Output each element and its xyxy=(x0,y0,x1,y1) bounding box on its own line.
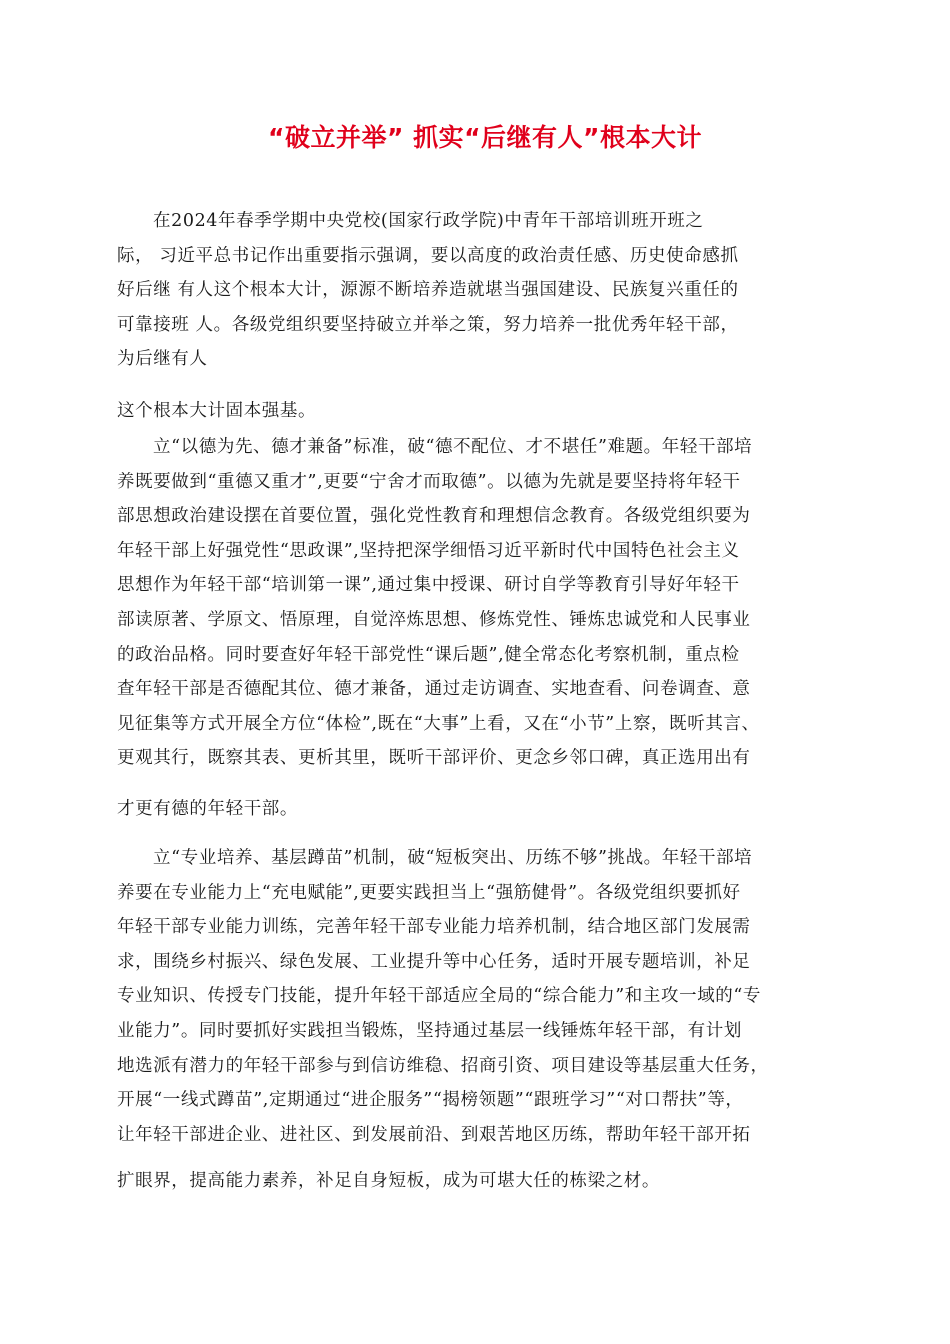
paragraph-2-tail xyxy=(117,792,835,827)
paragraph-line: 年轻干部专业能力训练，完善年轻干部专业能力培养机制，结合地区部门发展需 xyxy=(117,917,751,938)
paragraph-line: 养要在专业能力上“充电赋能”,更要实践担当上“强筋健骨”。各级党组织要抓好 xyxy=(117,882,741,903)
paragraph-line: 的政治品格。同时要查好年轻干部党性“课后题”,健全常态化考察机制，重点检 xyxy=(117,644,740,665)
paragraph-line: 专业知识、传授专门技能，提升年轻干部适应全局的“综合能力”和主攻一域的“专 xyxy=(117,986,762,1007)
paragraph-line: 年轻干部上好强党性“思政课”,坚持把深学细悟习近平新时代中国特色社会主义 xyxy=(117,540,740,561)
paragraph-line: 业能力”。同时要抓好实践担当锻炼，坚持通过基层一线锤炼年轻干部，有计划 xyxy=(117,1020,742,1041)
paragraph-line: 部思想政治建设摆在首要位置，强化党性教育和理想信念教育。各级党组织要为 xyxy=(117,506,751,527)
paragraph-line: 好后继 有人这个根本大计，源源不断培养造就堪当强国建设、民族复兴重任的 xyxy=(117,280,739,301)
paragraph-line: 地选派有潜力的年轻干部参与到信访维稳、招商引资、项目建设等基层重大任务， xyxy=(117,1055,769,1076)
paragraph-line: 可靠接班 人。各级党组织要坚持破立并举之策，努力培养一批优秀年轻干部， xyxy=(117,314,739,335)
paragraph-line: 思想作为年轻干部“培训第一课”,通过集中授课、研讨自学等教育引导好年轻干 xyxy=(117,575,740,596)
paragraph-line: 才更有德的年轻干部。 xyxy=(117,799,298,819)
paragraph-line: 为后继有人 xyxy=(117,349,208,370)
paragraph-1-tail xyxy=(117,394,835,429)
paragraph-3-tail xyxy=(117,1164,835,1199)
paragraph-line: 开展“一线式蹲苗”,定期通过“进企服务”“揭榜领题”“跟班学习”“对口帮扶”等， xyxy=(117,1090,744,1111)
paragraph-line: 部读原著、学原文、悟原理，自觉淬炼思想、修炼党性、锤炼忠诚党和人民事业 xyxy=(117,609,751,630)
paragraph-line: 养既要做到“重德又重才”,更要“宁舍才而取德”。以德为先就是要坚持将年轻干 xyxy=(117,471,741,492)
paragraph-2 xyxy=(117,430,835,776)
paragraph-line: 更观其行，既察其表、更析其里，既听干部评价、更念乡邻口碑，真正选用出有 xyxy=(117,748,751,769)
paragraph-line: 立“以德为先、德才兼备”标准，破“德不配位、才不堪任”难题。年轻干部培 xyxy=(153,437,753,457)
paragraph-line: 见征集等方式开展全方位“体检”,既在“大事”上看，又在“小节”上察，既听其言、 xyxy=(117,713,760,734)
paragraph-line: 立“专业培养、基层蹲苗”机制，破“短板突出、历练不够”挑战。年轻干部培 xyxy=(153,848,753,868)
paragraph-line: 际， 习近平总书记作出重要指示强调，要以高度的政治责任感、历史使命感抓 xyxy=(117,245,739,266)
paragraph-line: 这个根本大计固本强基。 xyxy=(117,401,317,421)
paragraph-line: 求，围绕乡村振兴、绿色发展、工业提升等中心任务，适时开展专题培训，补足 xyxy=(117,951,751,972)
paragraph-line: 扩眼界，提高能力素养，补足自身短板，成为可堪大任的栋梁之材。 xyxy=(117,1171,660,1191)
paragraph-1 xyxy=(117,204,835,377)
paragraph-line: 查年轻干部是否德配其位、德才兼备，通过走访调查、实地查看、问卷调查、意 xyxy=(117,679,751,700)
paragraph-line: 让年轻干部进企业、进社区、到发展前沿、到艰苦地区历练，帮助年轻干部开拓 xyxy=(117,1124,751,1145)
paragraph-3 xyxy=(117,841,835,1152)
document-title: “破立并举” 抓实“后继有人”根本大计 xyxy=(268,123,702,152)
paragraph-line: 在2024年春季学期中央党校(国家行政学院)中青年干部培训班开班之 xyxy=(153,211,704,231)
